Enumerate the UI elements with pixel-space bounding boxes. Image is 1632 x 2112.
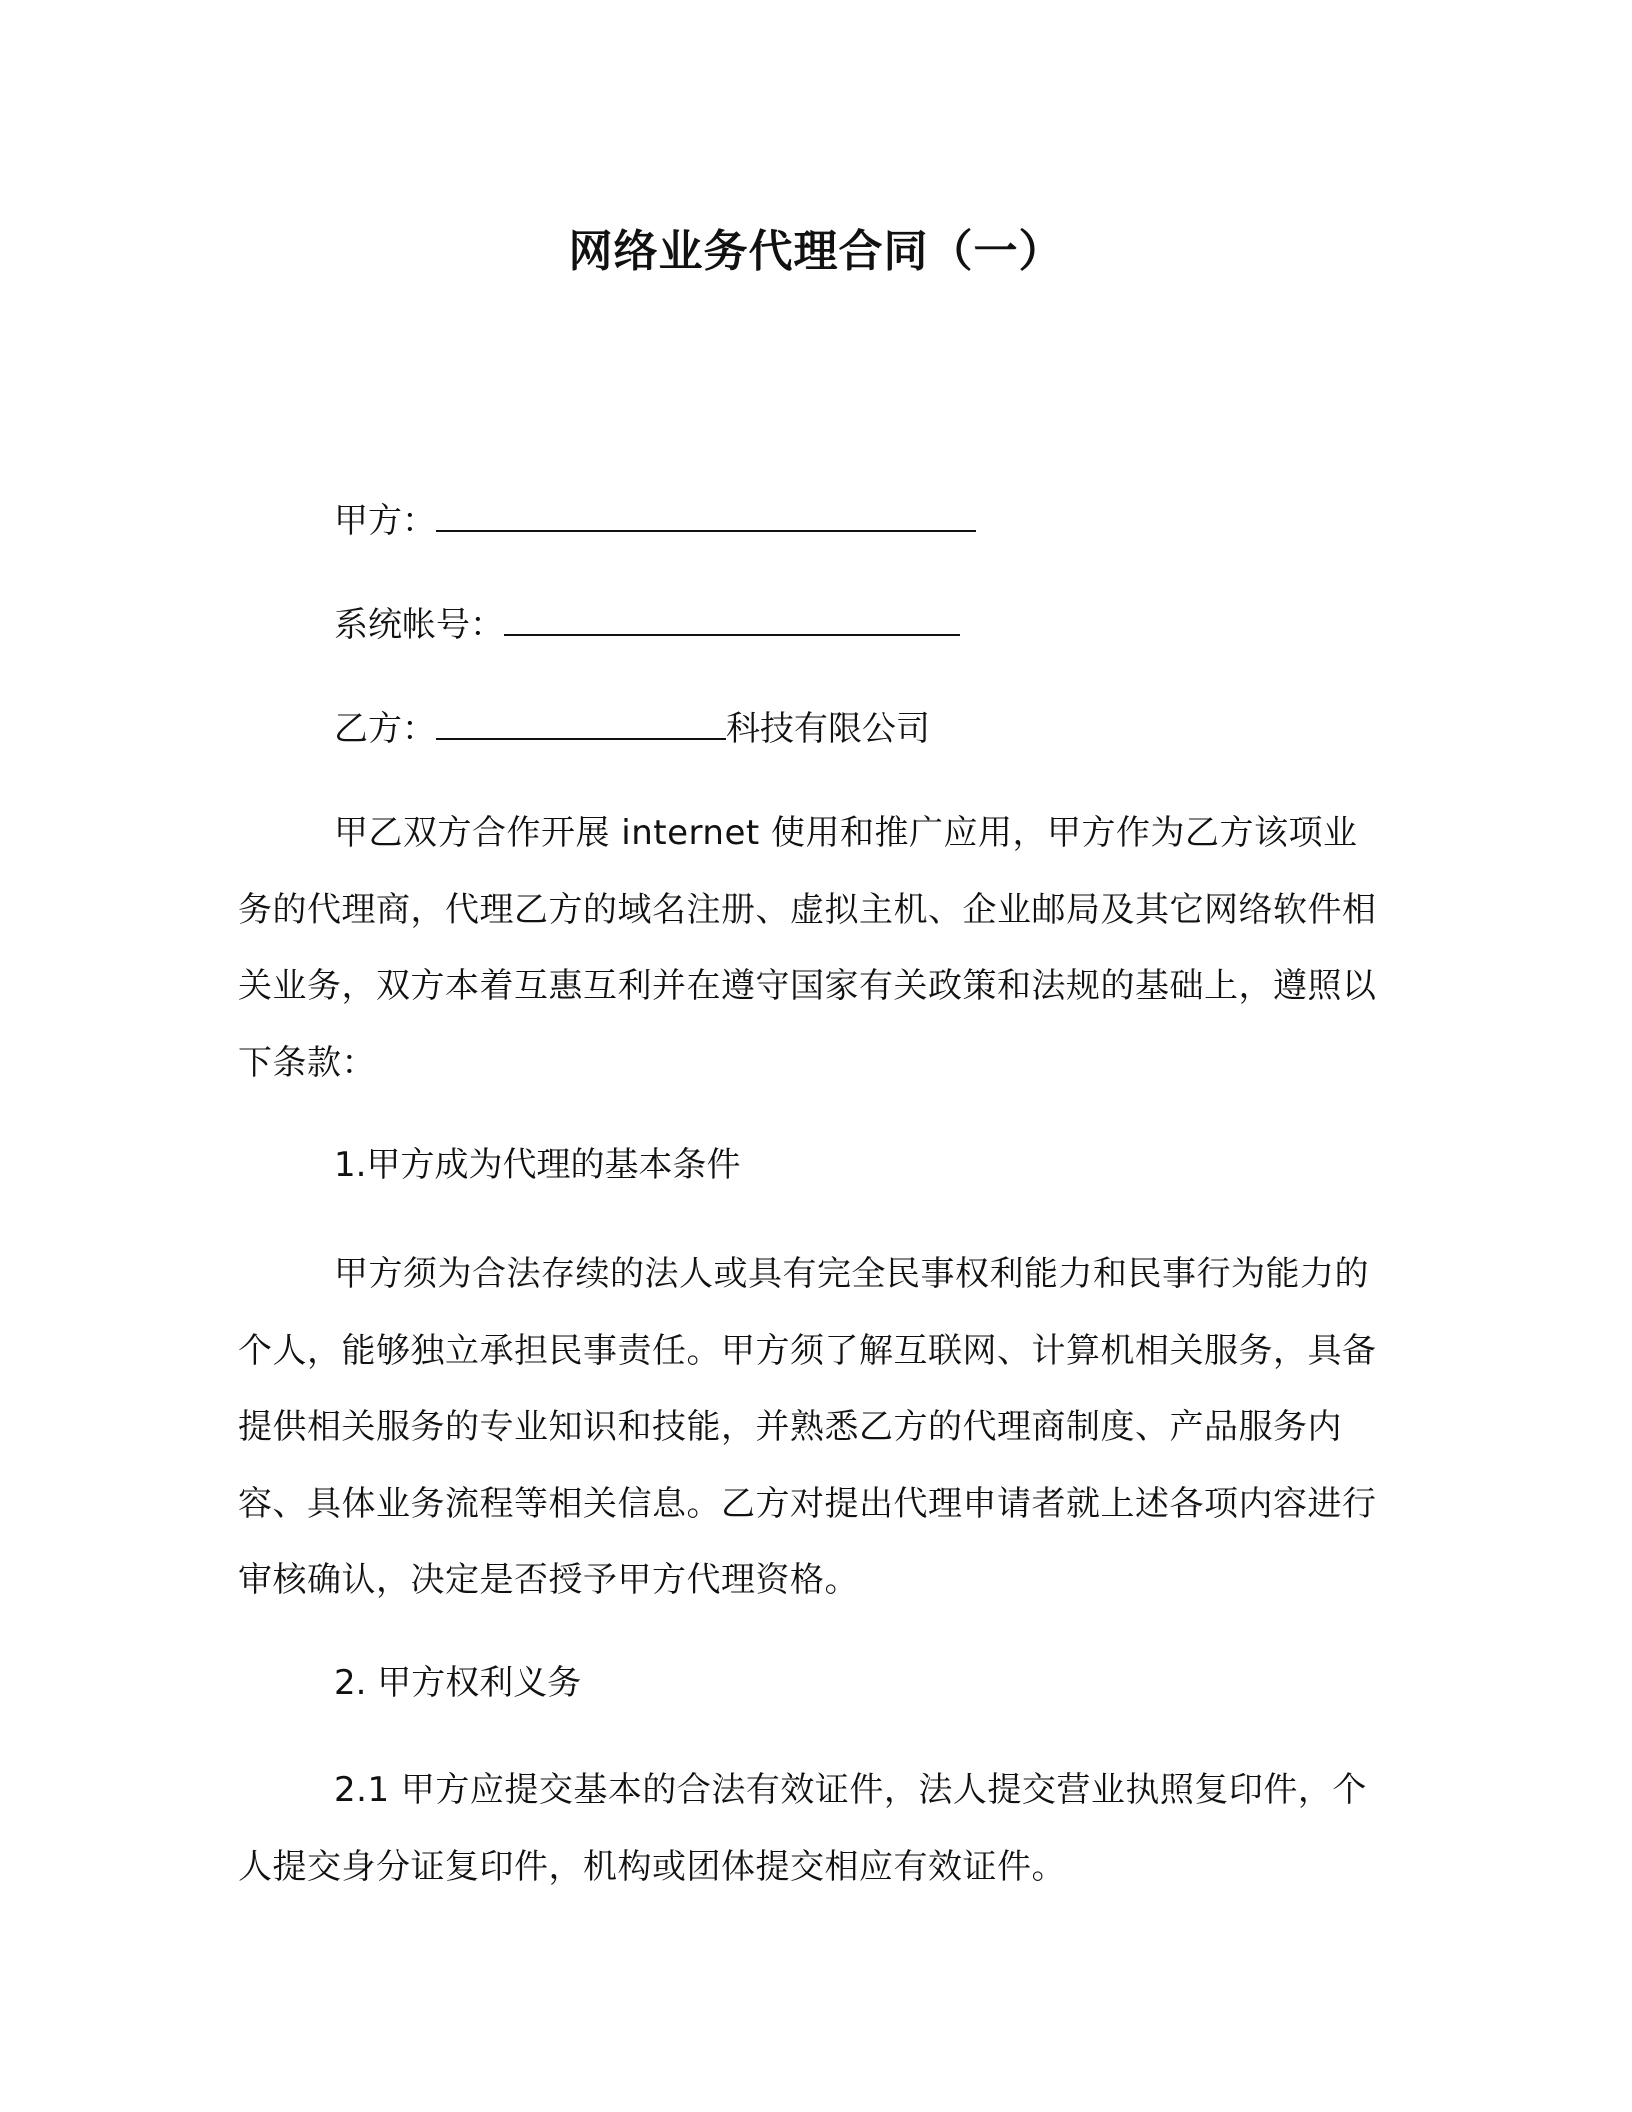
section2-heading: 2. 甲方权利义务 <box>334 1663 582 1703</box>
document-title: 网络业务代理合同（一） <box>568 226 1064 277</box>
section1-heading: 1.甲方成为代理的基本条件 <box>334 1145 741 1185</box>
party-a-blank <box>436 494 976 532</box>
party-b-suffix: 科技有限公司 <box>726 709 930 749</box>
section2-1-paragraph: 2.1 甲方应提交基本的合法有效证件，法人提交营业执照复印件，个人提交身分证复印件，机构或团体提交相应有效证件。 <box>238 1770 1367 1887</box>
party-b-label: 乙方： <box>334 709 436 749</box>
party-a-label: 甲方： <box>334 501 436 541</box>
account-label: 系统帐号： <box>334 605 504 645</box>
party-b-field <box>334 702 930 753</box>
party-a-field <box>334 494 976 545</box>
account-field <box>334 598 960 649</box>
intro-paragraph: 甲乙双方合作开展 internet 使用和推广应用，甲方作为乙方该项业务的代理商，代理乙方的域名注册、虚拟主机、企业邮局及其它网络软件相关业务，双方本着互惠互利并在遵守国家有关政策和法规的基础上，遵照以下条款： <box>238 813 1377 1083</box>
party-b-blank <box>436 702 726 740</box>
section1-body: 甲方须为合法存续的法人或具有完全民事权利能力和民事行为能力的个人，能够独立承担民事责任。甲方须了解互联网、计算机相关服务，具备提供相关服务的专业知识和技能，并熟悉乙方的代理商制度、产品服务内容、具体业务流程等相关信息。乙方对提出代理申请者就上述各项内容进行审核确认，决定是否授予甲方代理资格。 <box>238 1254 1377 1600</box>
account-blank <box>504 598 960 636</box>
